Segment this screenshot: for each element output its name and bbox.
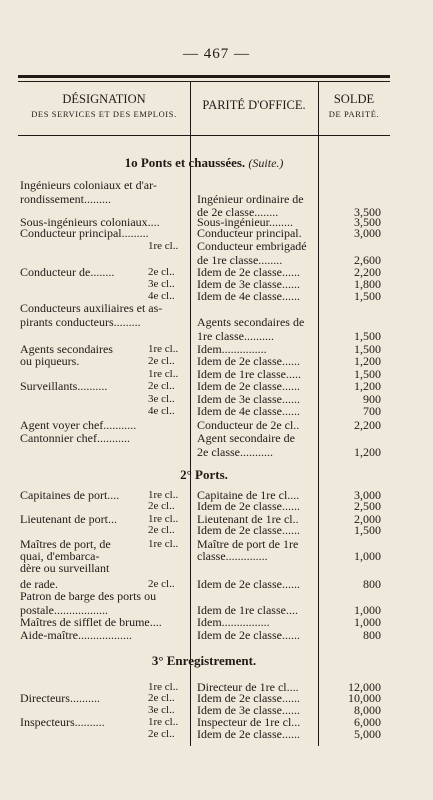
class-cell: 2e cl..: [148, 578, 175, 590]
service-cell: Conducteur principal.........: [20, 226, 149, 240]
service-cell: ou piqueurs.: [20, 354, 80, 368]
parity-cell: Idem de 2e classe......: [197, 727, 300, 741]
parity-cell: Idem de 2e classe......: [197, 577, 300, 591]
parity-cell: Directeur de 1re cl....: [197, 680, 299, 694]
parity-cell: Idem...............: [197, 342, 267, 356]
service-cell: Maîtres de port, de: [20, 537, 111, 551]
parity-cell: Conducteur principal.: [197, 226, 302, 240]
solde-cell: 1,800: [354, 277, 381, 291]
parity-cell: Conducteur de 2e cl..: [197, 418, 300, 432]
solde-cell: 5,000: [354, 727, 381, 741]
parity-cell: Idem de 2e classe......: [197, 523, 300, 537]
class-cell: 1re cl..: [148, 681, 179, 693]
class-cell: 1re cl..: [148, 368, 179, 380]
class-cell: 2e cl..: [148, 355, 175, 367]
parity-cell: Capitaine de 1re cl....: [197, 488, 300, 502]
solde-cell: 1,500: [354, 367, 381, 381]
parity-cell: Ingénieur ordinaire de: [197, 192, 304, 206]
parity-cell: Maître de port de 1re: [197, 537, 299, 551]
parity-cell: Conducteur embrigadé: [197, 239, 307, 253]
parity-cell: de 2e classe........: [197, 205, 279, 219]
solde-cell: 2,200: [354, 418, 381, 432]
service-cell: de rade.: [20, 577, 58, 591]
parity-cell: Sous-ingénieur........: [197, 215, 293, 229]
parity-cell: de 1re classe........: [197, 253, 283, 267]
header-designation-subtitle: DES SERVICES ET DES EMPLOIS.: [31, 109, 177, 119]
header-solde-subtitle: DE PARITÉ.: [328, 109, 380, 119]
header-designation-title: DÉSIGNATION: [62, 92, 146, 106]
solde-cell: 12,000: [348, 680, 381, 694]
solde-cell: 2,200: [354, 265, 381, 279]
parity-cell: Idem de 2e classe......: [197, 691, 300, 705]
solde-cell: 1,500: [354, 329, 381, 343]
header-parity-title: PARITÉ D'OFFICE.: [202, 98, 306, 112]
class-cell: 2e cl..: [148, 500, 175, 512]
parity-cell: Idem de 3e classe......: [197, 703, 300, 717]
class-cell: 2e cl..: [148, 266, 175, 278]
class-cell: 1re cl..: [148, 538, 179, 550]
solde-cell: 6,000: [354, 715, 381, 729]
service-cell: postale..................: [20, 603, 108, 617]
service-cell: Agents secondaires: [20, 342, 113, 356]
solde-cell: 10,000: [348, 691, 381, 705]
section-subtitle: (Suite.): [248, 156, 284, 170]
solde-cell: 1,200: [354, 354, 381, 368]
column-divider-1: [190, 81, 191, 746]
class-cell: 1re cl..: [148, 343, 179, 355]
solde-cell: 1,000: [354, 615, 381, 629]
parity-cell: Inspecteur de 1re cl...: [197, 715, 301, 729]
class-cell: 2e cl..: [148, 728, 175, 740]
service-cell: Conducteur de........: [20, 265, 115, 279]
solde-cell: 1,000: [354, 549, 381, 563]
solde-cell: 2,600: [354, 253, 381, 267]
solde-cell: 900: [363, 392, 381, 406]
header-parity: [190, 98, 318, 113]
service-cell: quai, d'embarca-: [20, 549, 100, 563]
service-cell: Inspecteurs..........: [20, 715, 105, 729]
solde-cell: 1,200: [354, 379, 381, 393]
header-bottom-rule: [18, 135, 390, 136]
section-title: [18, 653, 390, 669]
parity-cell: Idem de 4e classe......: [197, 289, 300, 303]
solde-cell: 2,500: [354, 499, 381, 513]
class-cell: 2e cl..: [148, 692, 175, 704]
solde-cell: 1,500: [354, 523, 381, 537]
section-title: [18, 467, 390, 483]
solde-cell: 3,000: [354, 226, 381, 240]
header-solde-title: SOLDE: [333, 92, 375, 106]
solde-cell: 1,200: [354, 445, 381, 459]
class-cell: 4e cl..: [148, 290, 175, 302]
service-cell: Maîtres de sifflet de brume....: [20, 615, 162, 629]
parity-cell: Idem de 3e classe......: [197, 277, 300, 291]
service-cell: Lieutenant de port...: [20, 512, 117, 526]
class-cell: 1re cl..: [148, 240, 179, 252]
page-number: — 467 —: [183, 46, 250, 62]
parity-cell: 2e classe...........: [197, 445, 273, 459]
service-cell: Ingénieurs coloniaux et d'ar-: [20, 178, 157, 192]
solde-cell: 1,500: [354, 342, 381, 356]
parity-cell: Idem................: [197, 615, 270, 629]
service-cell: Patron de barge des ports ou: [20, 589, 157, 603]
service-cell: Capitaines de port....: [20, 488, 120, 502]
parity-cell: 1re classe..........: [197, 329, 274, 343]
class-cell: 1re cl..: [148, 489, 179, 501]
parity-cell: Agent secondaire de: [197, 431, 295, 445]
section-title-text: 2° Ports.: [180, 467, 228, 482]
class-cell: 1re cl..: [148, 716, 179, 728]
solde-cell: 1,500: [354, 289, 381, 303]
class-cell: 3e cl..: [148, 704, 175, 716]
header-solde: [318, 92, 390, 122]
service-cell: pirants conducteurs.........: [20, 315, 141, 329]
parity-cell: Idem de 2e classe......: [197, 499, 300, 513]
service-cell: Agent voyer chef...........: [20, 418, 137, 432]
parity-cell: Idem de 2e classe......: [197, 265, 300, 279]
parity-cell: Agents secondaires de: [197, 315, 305, 329]
header-designation: [18, 92, 190, 122]
section-title-text: 3° Enregistrement.: [151, 653, 257, 668]
service-cell: Cantonnier chef...........: [20, 431, 130, 445]
service-cell: rondissement.........: [20, 192, 111, 206]
top-rule: [18, 75, 390, 78]
solde-cell: 2,000: [354, 512, 381, 526]
class-cell: 3e cl..: [148, 278, 175, 290]
parity-cell: Idem de 2e classe......: [197, 379, 300, 393]
class-cell: 3e cl..: [148, 393, 175, 405]
service-cell: Directeurs..........: [20, 691, 100, 705]
solde-cell: 1,000: [354, 603, 381, 617]
section-title: [18, 155, 390, 171]
parity-cell: Lieutenant de 1re cl..: [197, 512, 299, 526]
solde-cell: 3,000: [354, 488, 381, 502]
column-divider-2: [318, 81, 319, 746]
class-cell: 2e cl..: [148, 524, 175, 536]
class-cell: 4e cl..: [148, 405, 175, 417]
service-cell: Aide-maître..................: [20, 628, 132, 642]
parity-cell: Idem de 2e classe......: [197, 354, 300, 368]
service-cell: Sous-ingénieurs coloniaux....: [20, 215, 160, 229]
solde-cell: 800: [363, 577, 381, 591]
service-cell: dère ou surveillant: [20, 561, 110, 575]
parity-cell: classe..............: [197, 549, 268, 563]
parity-cell: Idem de 2e classe......: [197, 628, 300, 642]
parity-cell: Idem de 1re classe....: [197, 603, 298, 617]
class-cell: 1re cl..: [148, 513, 179, 525]
service-cell: Surveillants..........: [20, 379, 108, 393]
parity-cell: Idem de 1re classe.....: [197, 367, 301, 381]
solde-cell: 3,500: [354, 215, 381, 229]
header-top-rule: [18, 81, 390, 82]
service-cell: Conducteurs auxiliaires et as-: [20, 301, 163, 315]
solde-cell: 700: [363, 404, 381, 418]
parity-cell: Idem de 3e classe......: [197, 392, 300, 406]
section-title-text: 1o Ponts et chaussées.: [124, 155, 246, 170]
class-cell: 2e cl..: [148, 380, 175, 392]
solde-cell: 8,000: [354, 703, 381, 717]
solde-cell: 800: [363, 628, 381, 642]
parity-cell: Idem de 4e classe......: [197, 404, 300, 418]
solde-cell: 3,500: [354, 205, 381, 219]
